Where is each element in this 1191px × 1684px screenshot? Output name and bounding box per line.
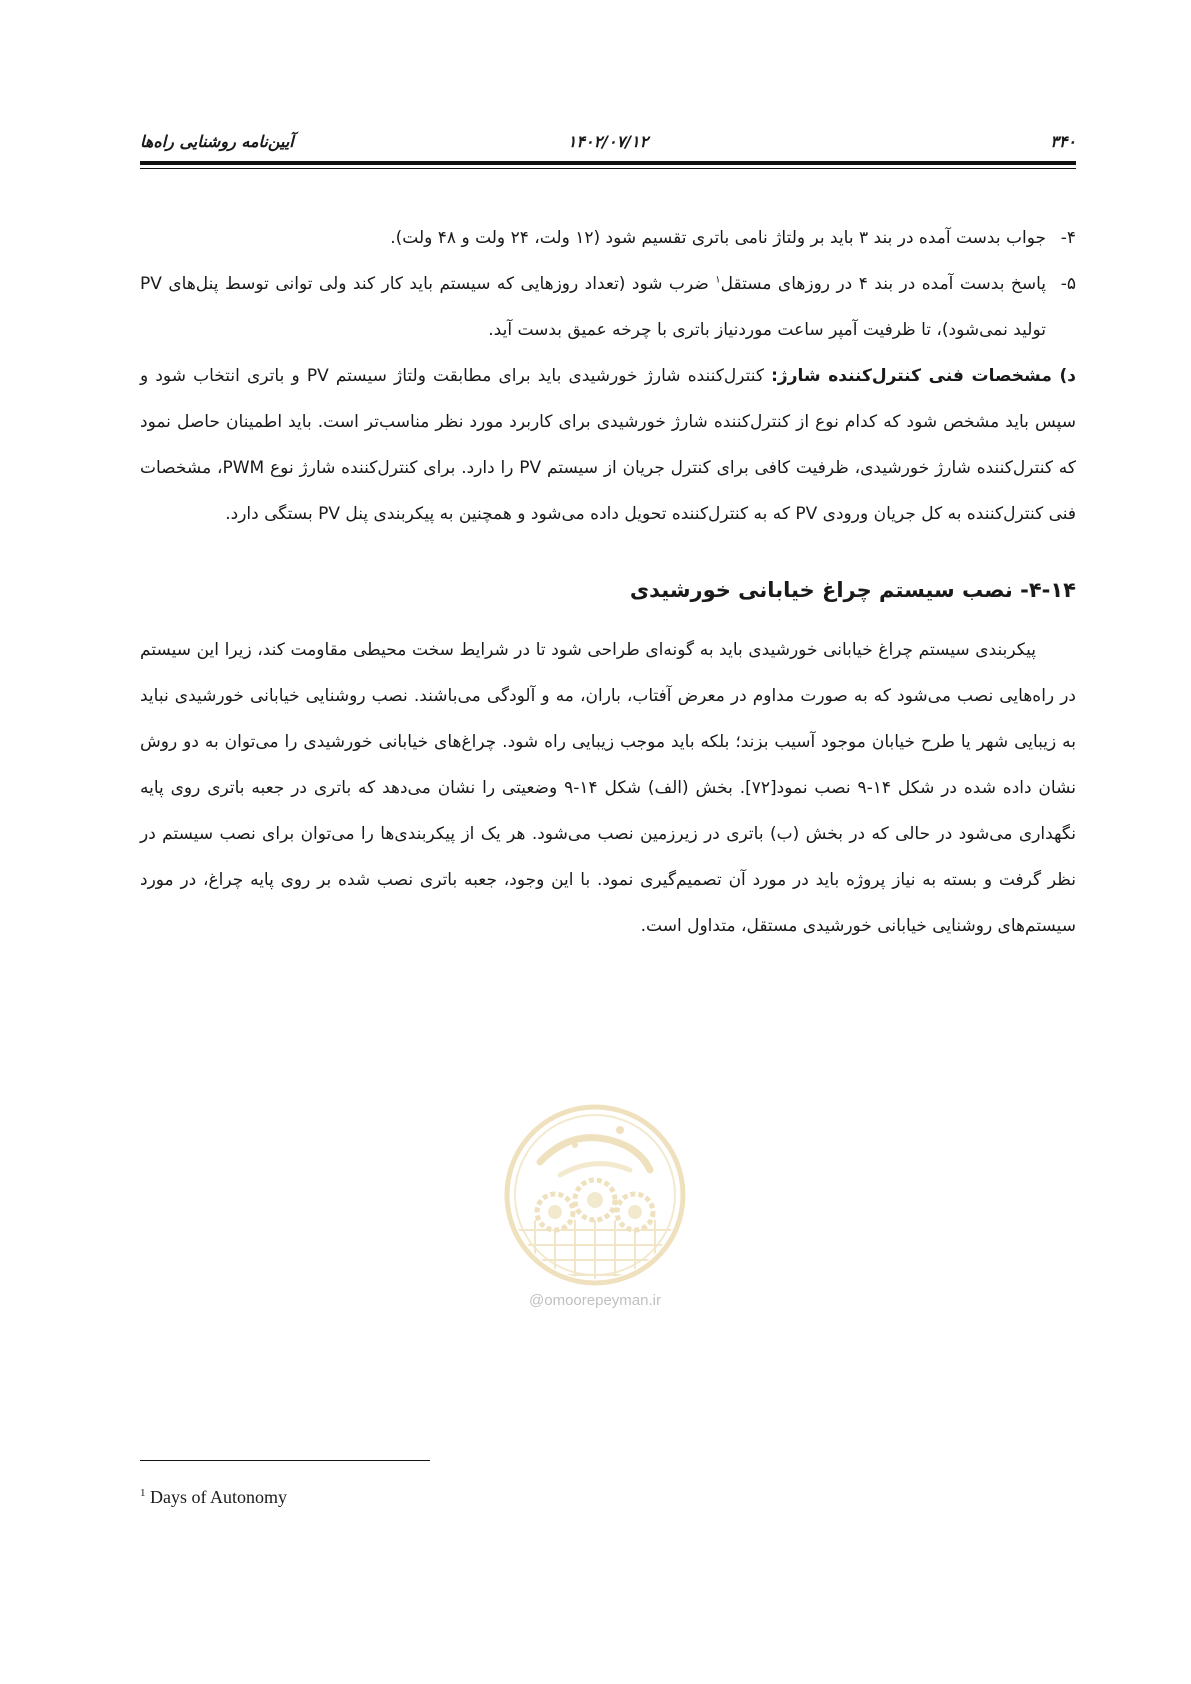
list-item-text-continued: ضرب شود (تعداد روزهایی که سیستم باید کار کند ولی توانی توسط پنل‌های PV تولید نمی‌شود)، تا ظرفیت آمپر ساعت موردنیاز باتری با چرخه عمیق بدست آید. bbox=[140, 274, 1046, 340]
page-header bbox=[140, 132, 1076, 156]
section-d-paragraph bbox=[140, 353, 1076, 537]
section-d-text: کنترل‌کننده شارژ خورشیدی باید برای مطابقت ولتاژ سیستم PV و باتری انتخاب شود و سپس باید مشخص شود که کدام نوع از کنترل‌کننده شارژ خورشیدی برای کاربرد مورد نظر مناسب‌تر است. باید اطمینان حاصل نمود که کنترل‌کننده شارژ خورشیدی، ظرفیت کافی برای کنترل جریان از سیستم PV را دارد. برای کنترل‌کننده شارژ نوع PWM، مشخصات فنی کنترل‌کننده به کل جریان ورودی PV که به کنترل‌کننده تحویل داده می‌شود و همچنین به پیکربندی پنل PV بستگی دارد. bbox=[140, 366, 1076, 524]
list-item-5 bbox=[140, 261, 1076, 353]
list-number: ۵- bbox=[1060, 274, 1076, 294]
footnote-reference[interactable]: ۱ bbox=[715, 274, 721, 286]
list-item-text: جواب بدست آمده در بند ۳ باید بر ولتاژ نامی باتری تقسیم شود (۱۲ ولت، ۲۴ ولت و ۴۸ ولت). bbox=[390, 228, 1046, 248]
page-body bbox=[140, 215, 1076, 949]
section-d-lead: د) مشخصات فنی کنترل‌کننده شارژ: bbox=[771, 366, 1076, 386]
footnote-mark: 1 bbox=[140, 1487, 146, 1499]
list-item-4 bbox=[140, 215, 1076, 261]
watermark-logo bbox=[500, 1100, 690, 1290]
body-paragraph: پیکربندی سیستم چراغ خیابانی خورشیدی باید به گونه‌ای طراحی شود تا در شرایط سخت محیطی مقاومت کند، زیرا این سیستم در راه‌هایی نصب می‌شود که به صورت مداوم در معرض آفتاب، باران، مه و آلودگی می‌باشند. نصب روشنایی خیابانی خورشیدی نباید به زیبایی شهر یا طرح خیابان موجود آسیب بزند؛ بلکه باید موجب زیبایی راه شود. چراغ‌های خیابانی خورشیدی را می‌توان به دو روش نشان داده شده در شکل ۱۴-۹ نصب نمود[۷۲]. بخش (الف) شکل ۱۴-۹ وضعیتی را نشان می‌دهد که باتری در جعبه باتری روی پایه نگهداری می‌شود در حالی که در بخش (ب) باتری در زیرزمین نصب می‌شود. هر یک از پیکربندی‌ها را می‌توان برای نصب سیستم در نظر گرفت و بسته به نیاز پروژه باید در مورد آن تصمیم‌گیری نمود. با این وجود، جعبه باتری نصب شده بر روی پایه چراغ، در مورد سیستم‌های روشنایی خیابانی خورشیدی مستقل، متداول است. bbox=[140, 640, 1076, 936]
header-date: ۱۴۰۲/۰۷/۱۲ bbox=[567, 132, 649, 151]
watermark-url: @omoorepeyman.ir bbox=[529, 1292, 661, 1309]
list-number: ۴- bbox=[1060, 228, 1076, 248]
footnote bbox=[140, 1487, 287, 1508]
list-item-text: پاسخ بدست آمده در بند ۴ در روزهای مستقل bbox=[720, 274, 1047, 294]
page-number: ۳۴۰ bbox=[1050, 132, 1076, 151]
footnote-text: Days of Autonomy bbox=[145, 1487, 287, 1507]
header-rule bbox=[140, 161, 1076, 165]
header-rule-thin bbox=[140, 168, 1076, 169]
footnote-rule bbox=[140, 1460, 430, 1461]
document-title: آیین‌نامه روشنایی راه‌ها bbox=[140, 132, 294, 151]
section-heading: ۴-۱۴- نصب سیستم چراغ خیابانی خورشیدی bbox=[629, 578, 1076, 602]
